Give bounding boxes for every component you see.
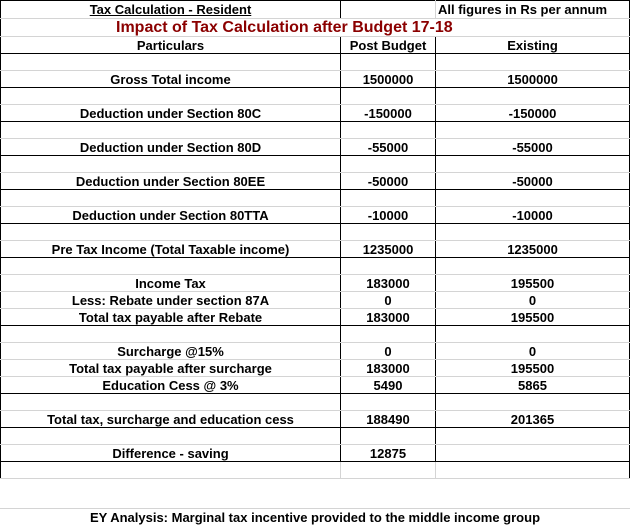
empty-cell[interactable] (341, 224, 436, 241)
table-row (1, 377, 630, 394)
empty-cell[interactable] (341, 54, 436, 71)
empty-cell[interactable] (436, 190, 630, 207)
existing-value[interactable]: -50000 (436, 173, 630, 190)
empty-cell[interactable] (436, 428, 630, 445)
existing-value[interactable]: 195500 (436, 275, 630, 292)
empty-cell[interactable] (341, 156, 436, 173)
spacer-row (1, 394, 630, 411)
difference-label[interactable]: Difference - saving (1, 445, 341, 462)
title-row (1, 1, 630, 19)
spacer-row (1, 462, 630, 479)
post-budget-value[interactable]: 1235000 (341, 241, 436, 258)
empty-cell[interactable] (436, 326, 630, 343)
empty-cell[interactable] (1, 462, 341, 479)
empty-cell[interactable] (1, 224, 341, 241)
post-budget-value[interactable]: -55000 (341, 139, 436, 156)
difference-value[interactable]: 12875 (341, 445, 436, 462)
row-label[interactable]: Surcharge @15% (1, 343, 341, 360)
row-label[interactable]: Deduction under Section 80D (1, 139, 341, 156)
post-budget-value[interactable]: 183000 (341, 275, 436, 292)
empty-cell[interactable] (436, 258, 630, 275)
sheet-title: Tax Calculation - Resident (89, 2, 252, 17)
post-budget-value[interactable]: 183000 (341, 360, 436, 377)
header-existing[interactable]: Existing (436, 37, 630, 54)
post-budget-value[interactable]: 1500000 (341, 71, 436, 88)
spacer-row (1, 224, 630, 241)
header-particulars[interactable]: Particulars (1, 37, 341, 54)
post-budget-value[interactable]: -150000 (341, 105, 436, 122)
empty-cell[interactable] (1, 258, 341, 275)
empty-cell[interactable] (436, 394, 630, 411)
empty-cell[interactable] (436, 156, 630, 173)
table-row (1, 275, 630, 292)
spacer-row (1, 428, 630, 445)
existing-value[interactable]: 5865 (436, 377, 630, 394)
empty-cell[interactable] (341, 462, 436, 479)
analysis-footer: EY Analysis: Marginal tax incentive provided to the middle income group (0, 508, 630, 526)
table-row (1, 207, 630, 224)
post-budget-value[interactable]: -50000 (341, 173, 436, 190)
post-budget-value[interactable]: 5490 (341, 377, 436, 394)
post-budget-value[interactable]: 183000 (341, 309, 436, 326)
difference-existing[interactable] (436, 445, 630, 462)
existing-value[interactable]: 1235000 (436, 241, 630, 258)
empty-cell[interactable] (1, 156, 341, 173)
table-row (1, 105, 630, 122)
table-row (1, 411, 630, 428)
row-label[interactable]: Deduction under Section 80C (1, 105, 341, 122)
row-label[interactable]: Total tax payable after surcharge (1, 360, 341, 377)
spacer-row (1, 258, 630, 275)
empty-cell[interactable] (1, 54, 341, 71)
subtitle: Impact of Tax Calculation after Budget 17-18 (116, 19, 453, 36)
sheet-title-cell[interactable] (1, 1, 341, 19)
empty-cell[interactable] (1, 122, 341, 139)
figures-note: All figures in Rs per annum (437, 2, 608, 17)
empty-cell[interactable] (341, 258, 436, 275)
table-row (1, 241, 630, 258)
empty-cell[interactable] (1, 428, 341, 445)
empty-cell[interactable] (1, 88, 341, 105)
existing-value[interactable]: 1500000 (436, 71, 630, 88)
spacer-row (1, 190, 630, 207)
row-label[interactable]: Total tax, surcharge and education cess (1, 411, 341, 428)
row-label[interactable]: Deduction under Section 80TTA (1, 207, 341, 224)
empty-cell[interactable] (436, 224, 630, 241)
empty-cell[interactable] (1, 190, 341, 207)
table-row (1, 173, 630, 190)
table-row (1, 309, 630, 326)
existing-value[interactable]: -55000 (436, 139, 630, 156)
header-post-budget[interactable]: Post Budget (341, 37, 436, 54)
existing-value[interactable]: 0 (436, 292, 630, 309)
existing-value[interactable]: 0 (436, 343, 630, 360)
row-label[interactable]: Income Tax (1, 275, 341, 292)
post-budget-value[interactable]: 0 (341, 292, 436, 309)
row-label[interactable]: Gross Total income (1, 71, 341, 88)
figures-note-cell[interactable] (436, 1, 630, 19)
row-label[interactable]: Deduction under Section 80EE (1, 173, 341, 190)
difference-row (1, 445, 630, 462)
empty-cell[interactable] (436, 88, 630, 105)
spacer-row (1, 54, 630, 71)
spacer-row (1, 156, 630, 173)
spacer-row (1, 122, 630, 139)
row-label[interactable]: Less: Rebate under section 87A (1, 292, 341, 309)
table-row (1, 360, 630, 377)
row-label[interactable]: Pre Tax Income (Total Taxable income) (1, 241, 341, 258)
existing-value[interactable]: 201365 (436, 411, 630, 428)
empty-cell[interactable] (436, 54, 630, 71)
empty-cell[interactable] (341, 190, 436, 207)
table-row (1, 292, 630, 309)
table-row (1, 343, 630, 360)
table-row (1, 139, 630, 156)
header-row (1, 37, 630, 54)
empty-cell[interactable] (436, 122, 630, 139)
empty-cell[interactable] (341, 394, 436, 411)
subtitle-row (1, 19, 630, 37)
post-budget-value[interactable]: 188490 (341, 411, 436, 428)
row-label[interactable]: Total tax payable after Rebate (1, 309, 341, 326)
empty-cell[interactable] (341, 122, 436, 139)
empty-cell[interactable] (341, 1, 436, 19)
existing-value[interactable]: 195500 (436, 309, 630, 326)
row-label[interactable]: Education Cess @ 3% (1, 377, 341, 394)
empty-cell[interactable] (1, 394, 341, 411)
empty-cell[interactable] (436, 462, 630, 479)
existing-value[interactable]: -150000 (436, 105, 630, 122)
empty-cell[interactable] (1, 326, 341, 343)
post-budget-value[interactable]: -10000 (341, 207, 436, 224)
table-row (1, 71, 630, 88)
empty-cell[interactable] (341, 88, 436, 105)
empty-cell[interactable] (341, 326, 436, 343)
existing-value[interactable]: -10000 (436, 207, 630, 224)
existing-value[interactable]: 195500 (436, 360, 630, 377)
spacer-row (1, 326, 630, 343)
spacer-row (1, 88, 630, 105)
post-budget-value[interactable]: 0 (341, 343, 436, 360)
empty-cell[interactable] (341, 428, 436, 445)
subtitle-cell[interactable] (1, 19, 630, 37)
